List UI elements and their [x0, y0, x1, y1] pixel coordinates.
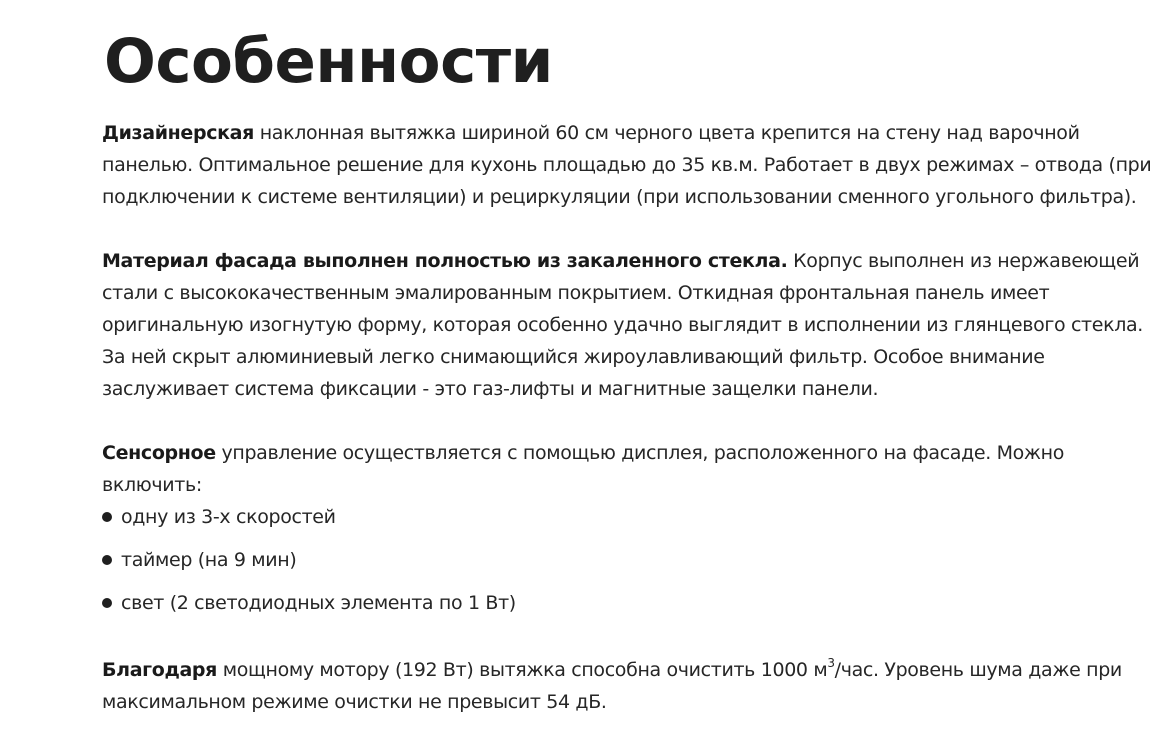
list-item	[102, 587, 516, 630]
paragraph-text: управление осуществляется с помощью дисплея, расположенного на фасаде. Можно включить:	[102, 442, 1065, 496]
paragraph-text: наклонная вытяжка шириной 60 см черного цвета крепится на стену над варочной панелью. Оптимальное решение для кухонь площадью до 35 кв.м. Работает в двух режимах – отвода (при подключении к системе вентиляции) и рециркуляции (при использовании сменного угольного фильтра).	[102, 122, 1152, 208]
list-item-text: свет (2 светодиодных элемента по 1 Вт)	[121, 592, 516, 614]
paragraph-material	[102, 245, 1152, 405]
paragraph-design	[102, 117, 1152, 213]
bullet-icon	[102, 598, 112, 608]
superscript: 3	[827, 656, 835, 670]
paragraph-lead: Сенсорное	[102, 442, 216, 464]
controls-list	[102, 501, 516, 630]
paragraph-controls	[102, 437, 1152, 501]
page-title: Особенности	[104, 26, 553, 97]
paragraph-lead: Материал фасада выполнен полностью из закаленного стекла.	[102, 250, 788, 272]
paragraph-lead: Дизайнерская	[102, 122, 255, 144]
paragraph-motor	[102, 654, 1152, 718]
paragraph-text-end: /час. Уровень шума даже при максимальном режиме очистки не превысит 54 дБ.	[102, 659, 1122, 713]
paragraph-text: мощному мотору (192 Вт) вытяжка способна очистить 1000 м	[217, 659, 828, 681]
list-item-text: таймер (на 9 мин)	[121, 549, 297, 571]
bullet-icon	[102, 555, 112, 565]
list-item	[102, 501, 516, 544]
paragraph-text: Корпус выполнен из нержавеющей стали с высококачественным эмалированным покрытием. Откидная фронтальная панель имеет оригинальную изогнутую форму, которая особенно удачно выглядит в исполнении из глянцевого стекла. За ней скрыт алюминиевый легко снимающийся жироулавливающий фильтр. Особое внимание заслуживает система фиксации - это газ-лифты и магнитные защелки панели.	[102, 250, 1143, 400]
paragraph-lead: Благодаря	[102, 659, 218, 681]
list-item	[102, 544, 516, 587]
bullet-icon	[102, 512, 112, 522]
list-item-text: одну из 3-х скоростей	[121, 506, 336, 528]
